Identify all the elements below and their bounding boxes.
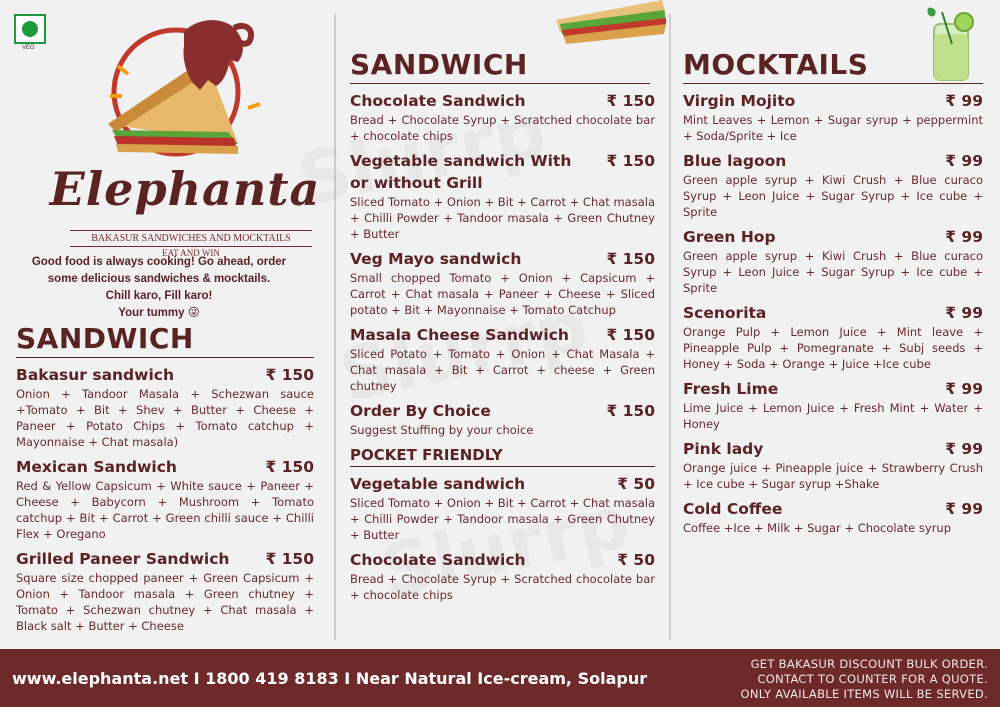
item-name: Grilled Paneer Sandwich [16,550,230,568]
column-divider [334,14,336,640]
item-description: Small chopped Tomato + Onion + Capsicum + Carrot + Chat masala + Paneer + Cheese + Sliced potato + Bit + Mayonnaise + Tomato Catchup [350,271,655,317]
section-title: MOCKTAILS [683,48,983,84]
item-name: Scenorita [683,304,767,322]
item-name: Fresh Lime [683,380,779,398]
item-description: Orange juice + Pineapple juice + Strawberry Crush + Ice cube + Sugar syrup +Shake [683,461,983,491]
menu-item [350,150,655,242]
item-price: ₹ 150 [606,402,655,420]
section-title: SANDWICH [350,48,650,84]
item-name: Veg Mayo sandwich [350,250,522,268]
item-description: Mint Leaves + Lemon + Sugar syrup + peppermint + Soda/Sprite + Ice [683,113,983,143]
item-name: Mexican Sandwich [16,458,177,476]
left-sandwich-section [16,322,314,634]
item-name: Chocolate Sandwich [350,92,526,110]
menu-item [350,400,655,438]
menu-item [350,248,655,318]
item-name: Green Hop [683,228,776,246]
item-price: ₹ 150 [265,458,314,476]
menu-item [683,226,983,296]
item-description: Orange Pulp + Lemon Juice + Mint leave + Pineapple Pulp + Pomegranate + Subj seeds + Honey + Soda + Orange + Juice +Ice cube [683,325,983,371]
item-name: Pink lady [683,440,764,458]
item-description: Coffee +Ice + Milk + Sugar + Chocolate syrup [683,521,952,535]
item-price: ₹ 150 [606,152,655,170]
item-price: ₹ 150 [606,326,655,344]
footer-note: GET BAKASUR DISCOUNT BULK ORDER. [750,657,988,671]
item-description: Sliced Potato + Tomato + Onion + Chat Masala + Chat masala + Bit + Carrot + cheese + Green chutney [350,347,655,393]
footer-note: CONTACT TO COUNTER FOR A QUOTE. [757,672,988,686]
item-description: Suggest Stuffing by your choice [350,423,534,437]
menu-item [683,438,983,492]
menu-item [683,378,983,432]
menu-item [683,90,983,144]
brand-name: Elephanta [49,162,321,216]
intro-line: Chill karo, Fill karo! [105,290,213,302]
menu-item [683,498,983,536]
item-price: ₹ 99 [945,228,983,246]
item-name: Virgin Mojito [683,92,796,110]
item-description: Lime Juice + Lemon Juice + Fresh Mint + Water + Honey [683,401,983,431]
item-name: Bakasur sandwich [16,366,175,384]
item-description: Sliced Tomato + Onion + Bit + Carrot + Chat masala + Chilli Powder + Tandoor masala + Green Chutney + Butter [350,195,655,241]
item-price: ₹ 150 [606,250,655,268]
item-description: Green apple syrup + Kiwi Crush + Blue curaco Syrup + Leon Juice + Sugar Syrup + Ice cube + Sprite [683,249,983,295]
brand-tagline: BAKASUR SANDWICHES AND MOCKTAILS [70,230,312,247]
brand-motto: EAT AND WIN [162,248,220,258]
item-description: Green apple syrup + Kiwi Crush + Blue curaco Syrup + Leon Juice + Sugar Syrup + Ice cube + Sprite [683,173,983,219]
item-description: Square size chopped paneer + Green Capsicum + Onion + Tandoor masala + Green chutney + Tomato + Schezwan chutney + Chat masala + Black salt + Butter + Cheese [16,571,314,633]
menu-item [350,324,655,394]
item-name: Vegetable sandwich [350,475,526,493]
item-name: Chocolate Sandwich [350,551,526,569]
item-description: Onion + Tandoor Masala + Schezwan sauce +Tomato + Bit + Shev + Butter + Cheese + Paneer + Potato Chips + Tomato catchup + Mayonnaise + Chat masala) [16,387,314,449]
elephant-sandwich-logo-icon [88,12,268,172]
item-name: Order By Choice [350,402,491,420]
intro-line: some delicious sandwiches & mocktails. [47,273,271,285]
pocket-friendly-title: POCKET FRIENDLY [350,446,655,467]
footer-bar [0,649,1000,707]
item-price: ₹ 99 [945,304,983,322]
intro-text [14,254,304,322]
item-price: ₹ 99 [945,380,983,398]
veg-label: VEG [22,45,35,51]
item-name: Vegetable sandwich With or without Grill [350,152,572,192]
item-name: Cold Coffee [683,500,783,518]
item-description: Bread + Chocolate Syrup + Scratched chocolate bar + chocolate chips [350,113,655,143]
item-price: ₹ 50 [617,551,655,569]
sandwich-image-icon [552,0,670,44]
item-price: ₹ 50 [617,475,655,493]
menu-item [16,548,314,634]
menu-item [16,364,314,450]
item-price: ₹ 99 [945,152,983,170]
menu-item [683,150,983,220]
item-description: Bread + Chocolate Syrup + Scratched chocolate bar + chocolate chips [350,572,655,602]
brand-logo [40,12,321,258]
item-price: ₹ 150 [265,550,314,568]
footer-notes [741,657,988,702]
intro-line: Good food is always cooking! Go ahead, order [31,256,287,268]
item-price: ₹ 99 [945,92,983,110]
footer-note: ONLY AVAILABLE ITEMS WILL BE SERVED. [740,687,988,701]
item-price: ₹ 150 [265,366,314,384]
item-description: Red & Yellow Capsicum + White sauce + Paneer + Cheese + Babycorn + Mushroom + Tomato catchup + Bit + Carrot + Green chilli sauce + Chilli Flex + Oregano [16,479,314,541]
middle-sandwich-section [350,48,655,603]
item-name: Blue lagoon [683,152,787,170]
item-name: Masala Cheese Sandwich [350,326,569,344]
item-price: ₹ 99 [945,500,983,518]
column-divider [669,14,671,640]
intro-line: Your tummy 😜 [118,307,200,319]
item-price: ₹ 99 [945,440,983,458]
menu-item [16,456,314,542]
menu-item [350,549,655,603]
footer-contact: www.elephanta.net I 1800 419 8183 I Near Natural Ice-cream, Solapur [12,669,648,688]
menu-item [350,473,655,543]
section-title: SANDWICH [16,322,314,358]
menu-item [683,302,983,372]
item-price: ₹ 150 [606,92,655,110]
mocktails-section [683,48,983,536]
item-description: Sliced Tomato + Onion + Bit + Carrot + Chat masala + Chilli Powder + Tandoor masala + Green Chutney + Butter [350,496,655,542]
menu-item [350,90,655,144]
